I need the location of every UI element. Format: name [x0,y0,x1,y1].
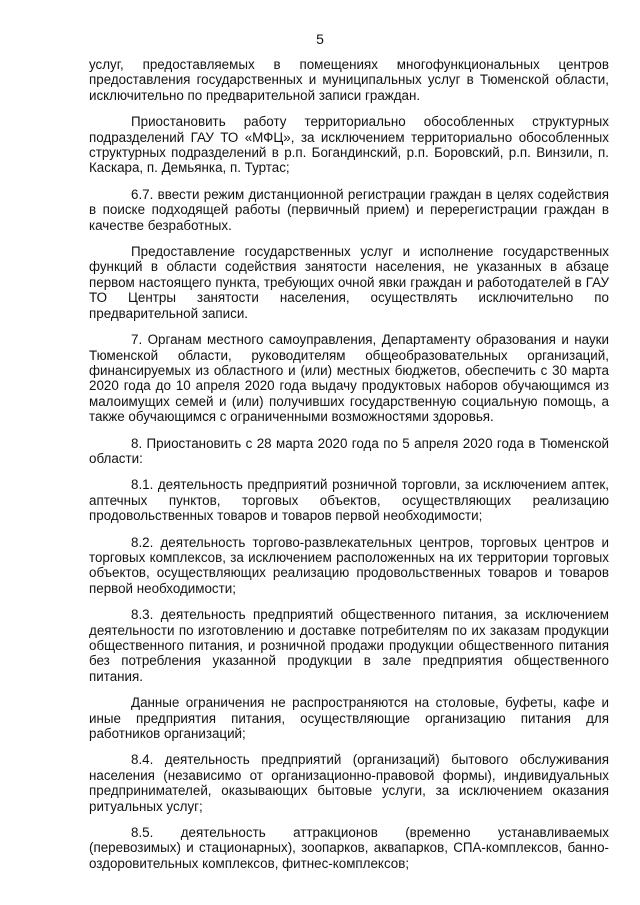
paragraph-8-4: 8.4. деятельность предприятий (организаций) бытового обслуживания населения (независимо от организационно-правовой формы), индивидуальных предпринимателей, оказывающих бытовые услуги, за исключением оказания ритуальных услуг; [89,752,609,814]
document-body [89,57,609,871]
paragraph-8-1: 8.1. деятельность предприятий розничной торговли, за исключением аптек, аптечных пунктов, торговых объектов, осуществляющих реализацию продовольственных товаров и товаров первой необходимости; [89,477,609,524]
paragraph-7: 7. Органам местного самоуправления, Департаменту образования и науки Тюменской области, руководителям общеобразовательных организаций, финансируемых из областного и (или) местных бюджетов, обеспечить с 30 марта 2020 года до 10 апреля 2020 года выдачу продуктовых наборов обучающимся из малоимущих семей и (или) получивших государственную социальную помощь, а также обучающимся с ограниченными возможностями здоровья. [89,332,609,425]
paragraph-employment-services: Предоставление государственных услуг и исполнение государственных функций в области содействия занятости населения, не указанных в абзаце первом настоящего пункта, требующих очной явки граждан и работодателей в ГАУ ТО Центры занятости населения, осуществлять исключительно по предварительной записи. [89,244,609,321]
paragraph-8: 8. Приостановить с 28 марта 2020 года по 5 апреля 2020 года в Тюменской области: [89,435,609,466]
paragraph-mfc-suspend: Приостановить работу территориально обособленных структурных подразделений ГАУ ТО «МФЦ», за исключением территориально обособленных структурных подразделений в р.п. Богандинский, р.п. Боровский, р.п. Винзили, п. Каскара, п. Демьянка, п. Туртас; [89,114,609,176]
paragraph-8-5: 8.5. деятельность аттракционов (временно устанавливаемых (перевозимых) и стационарных), зоопарков, аквапарков, СПА-комплексов, банно-оздоровительных комплексов, фитнес-комплексов; [89,825,609,871]
paragraph-8-3-exceptions: Данные ограничения не распространяются на столовые, буфеты, кафе и иные предприятия питания, осуществляющие организацию питания для работников организаций; [89,695,609,742]
paragraph-mfc-services-continued: услуг, предоставляемых в помещениях многофункциональных центров предоставления государственных и муниципальных услуг в Тюменской области, исключительно по предварительной записи граждан. [89,57,609,103]
paragraph-8-3: 8.3. деятельность предприятий общественного питания, за исключением деятельности по изготовлению и доставке потребителям по их заказам продукции общественного питания, и розничной продажи продукции общественного питания без потребления указанной продукции в зале предприятия общественного питания. [89,607,609,684]
paragraph-8-2: 8.2. деятельность торгово-развлекательных центров, торговых центров и торговых комплексов, за исключением расположенных на их территории торговых объектов, осуществляющих реализацию продовольственных товаров и товаров первой необходимости; [89,534,609,596]
page-number: 5 [316,31,324,47]
paragraph-6-7: 6.7. ввести режим дистанционной регистрации граждан в целях содействия в поиске подходящей работы (первичный прием) и перерегистрации граждан в качестве безработных. [89,186,609,233]
